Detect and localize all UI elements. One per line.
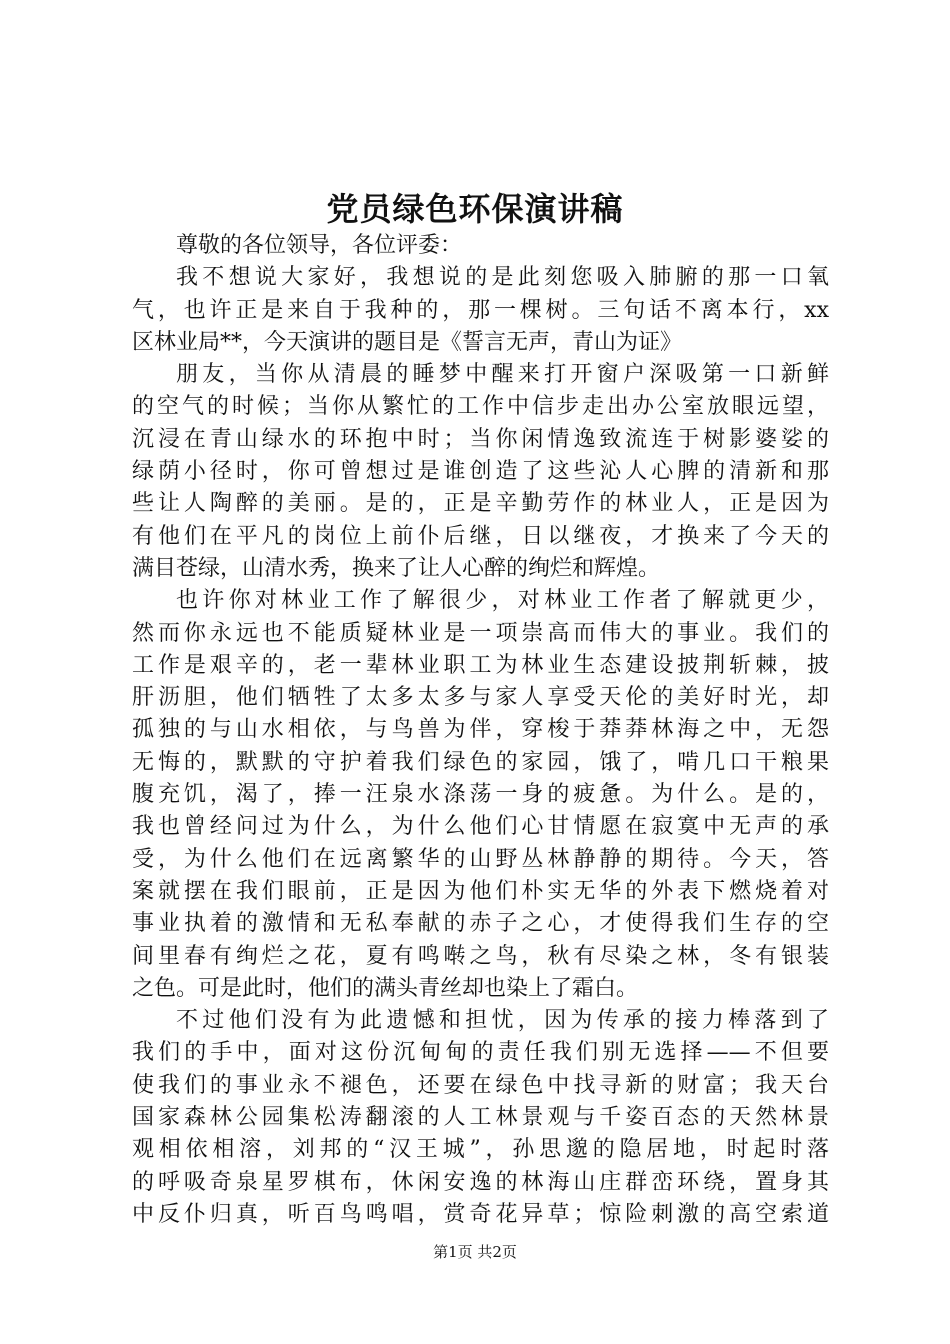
body-line: 之色。可是此时，他们的满头青丝却也染上了霜白。 — [132, 975, 639, 1001]
body-line: 受，为什么他们在远离繁华的山野丛林静静的期待。今天，答 — [132, 846, 829, 872]
body-line: 事业执着的激情和无私奉献的赤子之心，才使得我们生存的空 — [132, 911, 829, 937]
body-line: 的呼吸奇泉星罗棋布，休闲安逸的林海山庄群峦环绕，置身其 — [132, 1169, 829, 1195]
body-line: 沉浸在青山绿水的环抱中时；当你闲情逸致流连于树影婆娑的 — [132, 426, 829, 452]
body-line: 不过他们没有为此遗憾和担忧，因为传承的接力棒落到了 — [176, 1008, 829, 1034]
body-line: 有他们在平凡的岗位上前仆后继，日以继夜，才换来了今天的 — [132, 523, 829, 549]
document-title: 党员绿色环保演讲稿 — [326, 190, 624, 228]
body-line: 我不想说大家好，我想说的是此刻您吸入肺腑的那一口氧 — [176, 265, 829, 291]
body-line: 我们的手中，面对这份沉甸甸的责任我们别无选择——不但要 — [132, 1040, 829, 1066]
body-line: 然而你永远也不能质疑林业是一项崇高而伟大的事业。我们的 — [132, 620, 829, 646]
body-line: 观相依相溶，刘邦的“汉王城”，孙思邈的隐居地，时起时落 — [132, 1137, 829, 1163]
body-line: 也许你对林业工作了解很少，对林业工作者了解就更少， — [176, 588, 829, 614]
document-body — [132, 230, 829, 1231]
body-line: 气，也许正是来自于我种的，那一棵树。三句话不离本行，xx — [132, 297, 829, 323]
body-line: 国家森林公园集松涛翻滚的人工林景观与千姿百态的天然林景 — [132, 1105, 829, 1131]
body-line: 的空气的时候；当你从繁忙的工作中信步走出办公室放眼远望， — [132, 394, 829, 420]
body-line: 使我们的事业永不褪色，还要在绿色中找寻新的财富；我天台 — [132, 1072, 829, 1098]
body-line: 案就摆在我们眼前，正是因为他们朴实无华的外表下燃烧着对 — [132, 878, 829, 904]
body-line: 工作是艰辛的，老一辈林业职工为林业生态建设披荆斩棘，披 — [132, 652, 829, 678]
body-line: 区林业局**，今天演讲的题目是《誓言无声，青山为证》 — [132, 329, 683, 355]
page-footer: 第1页 共2页 — [433, 1243, 517, 1261]
body-line: 腹充饥，渴了，捧一汪泉水涤荡一身的疲惫。为什么。是的， — [132, 782, 829, 808]
body-line: 我也曾经问过为什么，为什么他们心甘情愿在寂寞中无声的承 — [132, 814, 829, 840]
body-line: 间里春有绚烂之花，夏有鸣啭之鸟，秋有尽染之林，冬有银装 — [132, 943, 829, 969]
body-line: 朋友，当你从清晨的睡梦中醒来打开窗户深吸第一口新鲜 — [176, 362, 829, 388]
body-line: 中反仆归真，听百鸟鸣唱，赏奇花异草；惊险刺激的高空索道 — [132, 1201, 829, 1227]
body-line: 孤独的与山水相依，与鸟兽为伴，穿梭于莽莽林海之中，无怨 — [132, 717, 829, 743]
body-line: 些让人陶醉的美丽。是的，正是辛勤劳作的林业人，正是因为 — [132, 491, 829, 517]
body-line: 绿荫小径时，你可曾想过是谁创造了这些沁人心脾的清新和那 — [132, 459, 829, 485]
body-line: 无悔的，默默的守护着我们绿色的家园，饿了，啃几口干粮果 — [132, 749, 829, 775]
body-line: 满目苍绿，山清水秀，换来了让人心醉的绚烂和辉煌。 — [132, 555, 661, 581]
salutation-line: 尊敬的各位领导，各位评委： — [176, 233, 463, 258]
body-line: 肝沥胆，他们牺牲了太多太多与家人享受天伦的美好时光，却 — [132, 685, 829, 711]
